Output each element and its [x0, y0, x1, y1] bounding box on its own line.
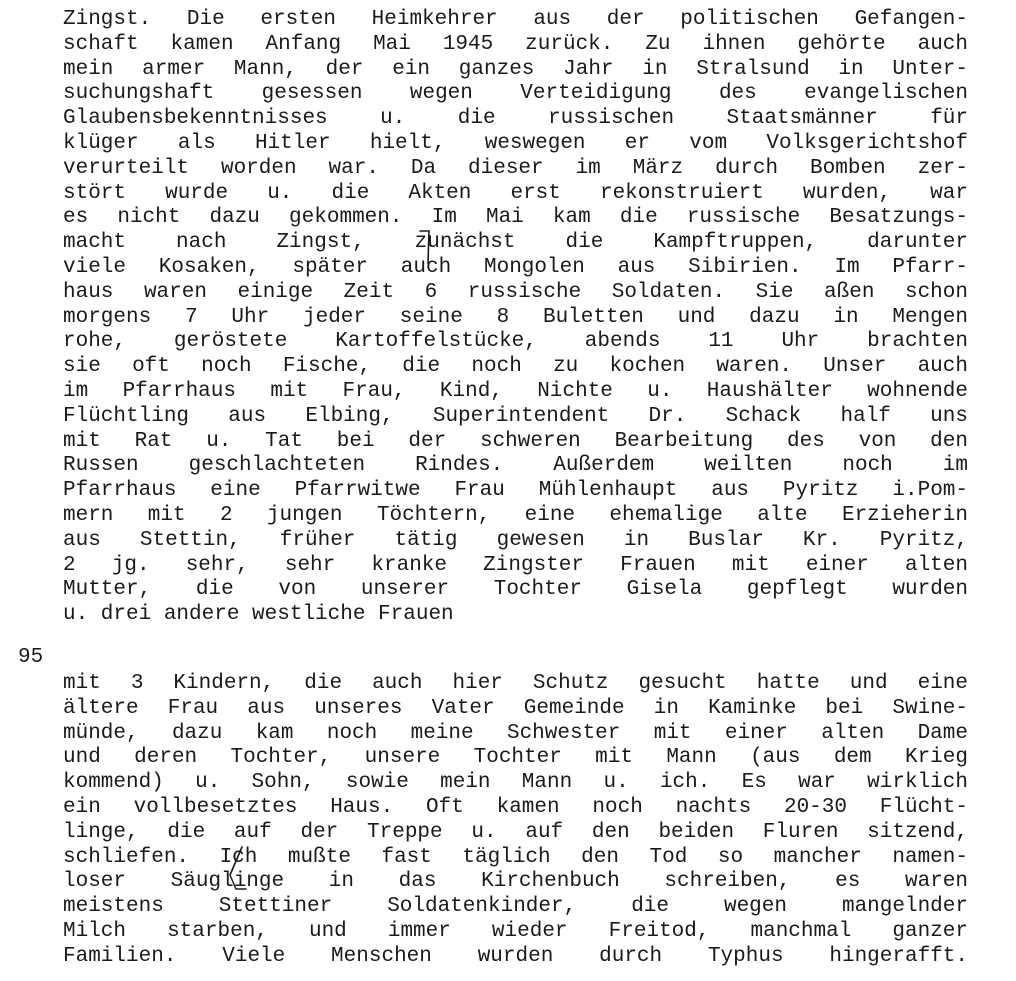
text-line: Milch starben, und immer wieder Freitod, manchmal ganzer — [63, 919, 968, 943]
text-line: linge, die auf der Treppe u. auf den beiden Fluren sitzend, — [63, 820, 968, 844]
text-line: rohe, geröstete Kartoffelstücke, abends 11 Uhr brachten — [63, 330, 968, 354]
text-line: klüger als Hitler hielt, weswegen er vom Volksgerichtshof — [63, 131, 968, 155]
text-line: haus waren einige Zeit 6 russische Soldaten. Sie aßen schon — [63, 280, 968, 304]
text-line: loser Säuglinge in das Kirchenbuch schreiben, es waren — [63, 870, 968, 894]
text-line: Familien. Viele Menschen wurden durch Typhus hingerafft. — [63, 944, 968, 968]
text-line: ältere Frau aus unseres Vater Gemeinde in Kaminke bei Swine- — [63, 696, 968, 720]
text-line: u. drei andere westliche Frauen — [63, 603, 454, 627]
text-line: Glaubensbekenntnisses u. die russischen Staatsmänner für — [63, 107, 968, 131]
text-line: münde, dazu kam noch meine Schwester mit einer alten Dame — [63, 721, 968, 745]
text-line: suchungshaft gesessen wegen Verteidigung des evangelischen — [63, 82, 968, 106]
text-line: macht nach Zingst, zunächst die Kampftruppen, darunter — [63, 231, 968, 255]
text-line: 2 jg. sehr, sehr kranke Zingster Frauen mit einer alten — [63, 553, 968, 577]
text-line: stört wurde u. die Akten erst rekonstruiert wurden, war — [63, 181, 968, 205]
page-number: 95 — [18, 646, 44, 669]
text-line: schaft kamen Anfang Mai 1945 zurück. Zu ihnen gehörte auch — [63, 32, 968, 56]
text-line: mit 3 Kindern, die auch hier Schutz gesucht hatte und eine — [63, 672, 968, 695]
text-line: Russen geschlachteten Rindes. Außerdem weilten noch im — [63, 454, 968, 478]
text-line: und deren Tochter, unsere Tochter mit Mann (aus dem Krieg — [63, 746, 968, 770]
text-line: ein vollbesetztes Haus. Oft kamen noch nachts 20-30 Flücht- — [63, 795, 968, 819]
paragraph-upper — [63, 8, 968, 628]
text-line: kommend) u. Sohn, sowie mein Mann u. ich. Es war wirklich — [63, 771, 968, 795]
text-line: schliefen. Ich mußte fast täglich den Tod so mancher namen- — [63, 845, 968, 869]
text-line: meistens Stettiner Soldatenkinder, die wegen mangelnder — [63, 895, 968, 919]
text-line: Zingst. Die ersten Heimkehrer aus der politischen Gefangen- — [63, 8, 968, 31]
text-line: viele Kosaken, später auch Mongolen aus Sibirien. Im Pfarr- — [63, 255, 968, 279]
text-line: Pfarrhaus eine Pfarrwitwe Frau Mühlenhaupt aus Pyritz i.Pom- — [63, 479, 968, 503]
text-line: mern mit 2 jungen Töchtern, eine ehemalige alte Erzieherin — [63, 503, 968, 527]
text-line: es nicht dazu gekommen. Im Mai kam die russische Besatzungs- — [63, 206, 968, 230]
text-line: Mutter, die von unserer Tochter Gisela gepflegt wurden — [63, 578, 968, 602]
paragraph-lower — [63, 672, 968, 970]
text-line: morgens 7 Uhr jeder seine 8 Buletten und dazu in Mengen — [63, 305, 968, 329]
text-line: aus Stettin, früher tätig gewesen in Buslar Kr. Pyritz, — [63, 528, 968, 552]
text-line: im Pfarrhaus mit Frau, Kind, Nichte u. Haushälter wohnende — [63, 379, 968, 403]
text-line: verurteilt worden war. Da dieser im März durch Bomben zer- — [63, 156, 968, 180]
text-line: sie oft noch Fische, die noch zu kochen waren. Unser auch — [63, 355, 968, 379]
text-line: Flüchtling aus Elbing, Superintendent Dr. Schack half uns — [63, 404, 968, 428]
text-line: mein armer Mann, der ein ganzes Jahr in Stralsund in Unter- — [63, 57, 968, 81]
text-line: mit Rat u. Tat bei der schweren Bearbeitung des von den — [63, 429, 968, 453]
